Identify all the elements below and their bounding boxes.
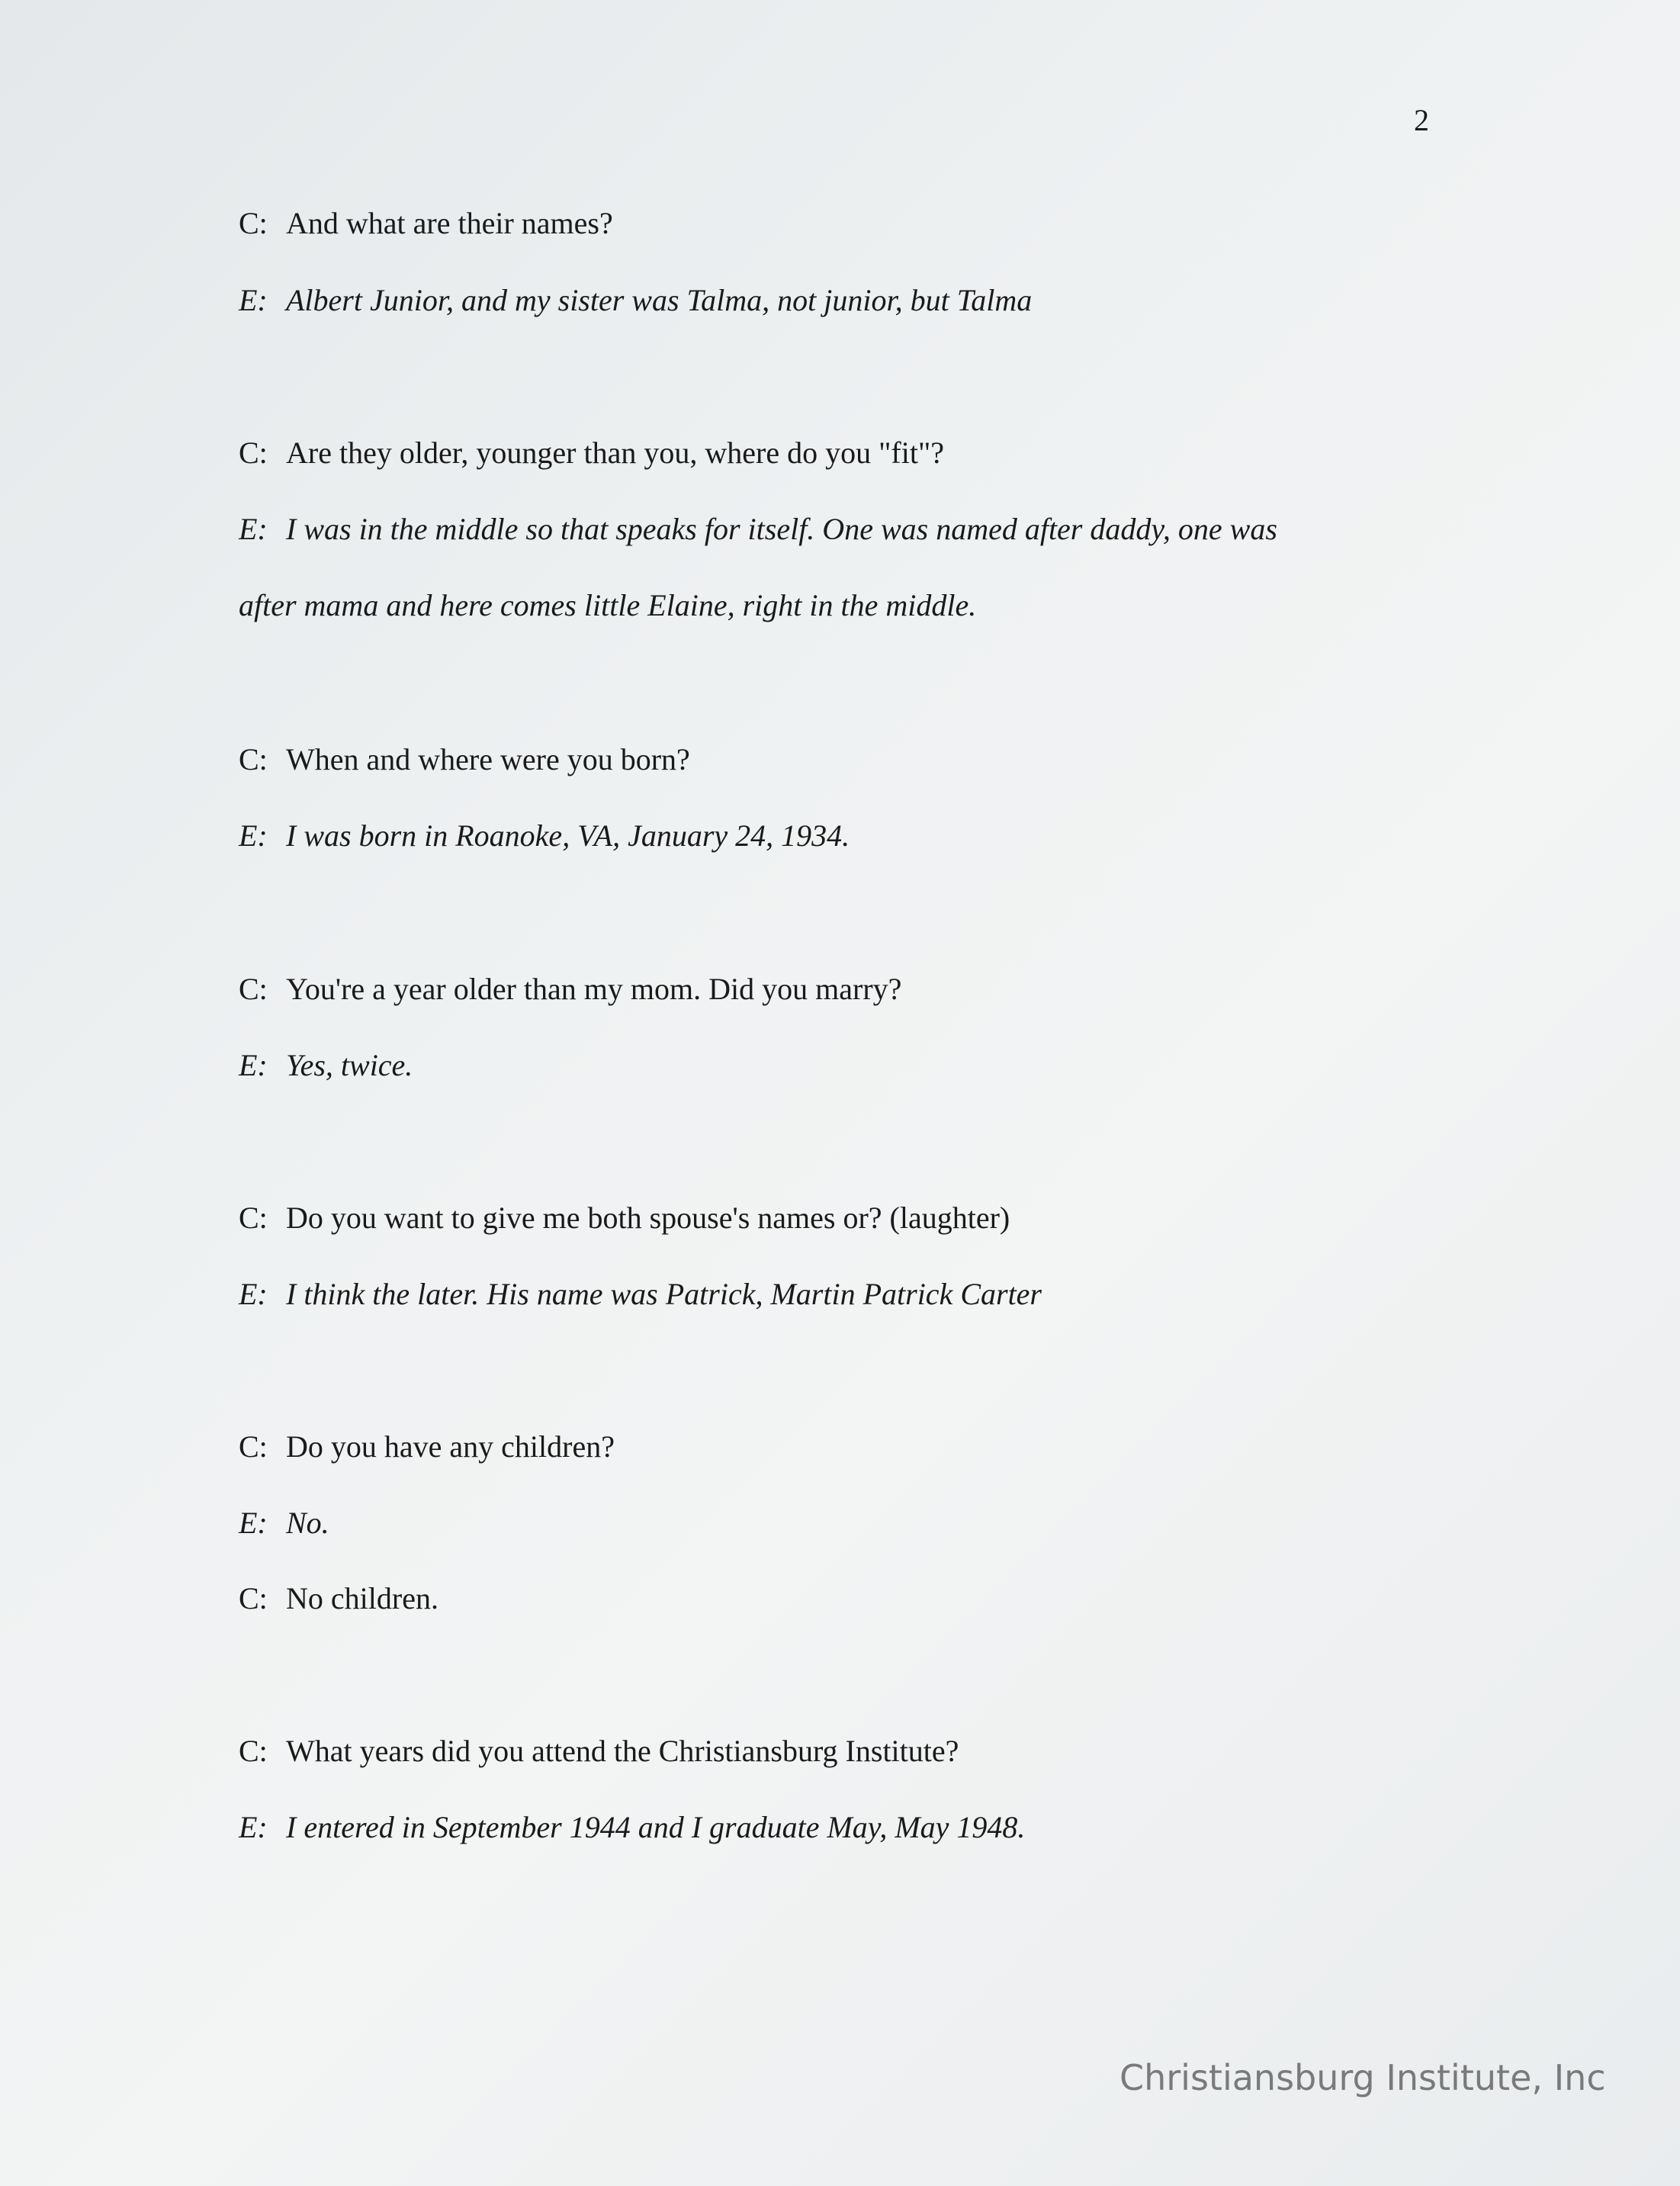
speaker-label: C: [239,1201,268,1235]
speaker-label: C: [239,972,268,1006]
speaker-label: C: [239,1734,268,1768]
transcript-line [239,1508,329,1538]
line-text: Albert Junior, and my sister was Talma, not junior, but Talma [286,283,1033,317]
transcript-line [239,514,1277,545]
line-text: You're a year older than my mom. Did you marry? [286,972,902,1006]
speaker-label: C: [239,742,268,776]
transcript-line [239,1279,1042,1310]
line-text: No children. [286,1581,438,1615]
page-number: 2 [1414,103,1429,137]
line-text: Yes, twice. [286,1048,413,1082]
speaker-label: C: [239,206,268,240]
transcript-line [239,1050,413,1081]
speaker-label: E: [239,818,268,853]
line-text: I entered in September 1944 and I graduate May, May 1948. [286,1810,1026,1844]
line-text: Do you have any children? [286,1429,615,1464]
transcript-line [239,1812,1025,1843]
transcript-line [239,208,613,239]
line-text: And what are their names? [286,206,613,240]
line-text: When and where were you born? [286,742,690,776]
speaker-label: C: [239,1581,268,1615]
transcript-line [239,1736,959,1766]
transcript-line [239,744,690,775]
transcript-line [239,1583,438,1614]
transcript-line [239,590,976,621]
line-text: I was in the middle so that speaks for itself. One was named after daddy, one was [286,512,1277,546]
transcript-line [239,1203,1010,1233]
transcript-line [239,438,944,468]
transcript-line [239,974,901,1005]
transcript-line [239,1429,615,1464]
speaker-label: E: [239,1048,268,1082]
speaker-label: C: [239,1429,268,1464]
speaker-label: E: [239,1506,268,1540]
speaker-label: E: [239,512,268,546]
line-text: Do you want to give me both spouse's names or? (laughter) [286,1201,1010,1235]
speaker-label: E: [239,283,268,317]
transcript-line [239,818,850,853]
line-text: after mama and here comes little Elaine, right in the middle. [239,588,977,622]
line-text: I was born in Roanoke, VA, January 24, 1934. [286,818,850,853]
speaker-label: C: [239,436,268,470]
speaker-label: E: [239,1277,268,1311]
transcript-line [239,285,1032,316]
line-text: I think the later. His name was Patrick, Martin Patrick Carter [286,1277,1042,1311]
speaker-label: E: [239,1810,268,1844]
line-text: What years did you attend the Christiansburg Institute? [286,1734,959,1768]
watermark: Christiansburg Institute, Inc [1119,2057,1606,2098]
line-text: No. [286,1506,329,1540]
line-text: Are they older, younger than you, where do you "fit"? [286,436,945,470]
